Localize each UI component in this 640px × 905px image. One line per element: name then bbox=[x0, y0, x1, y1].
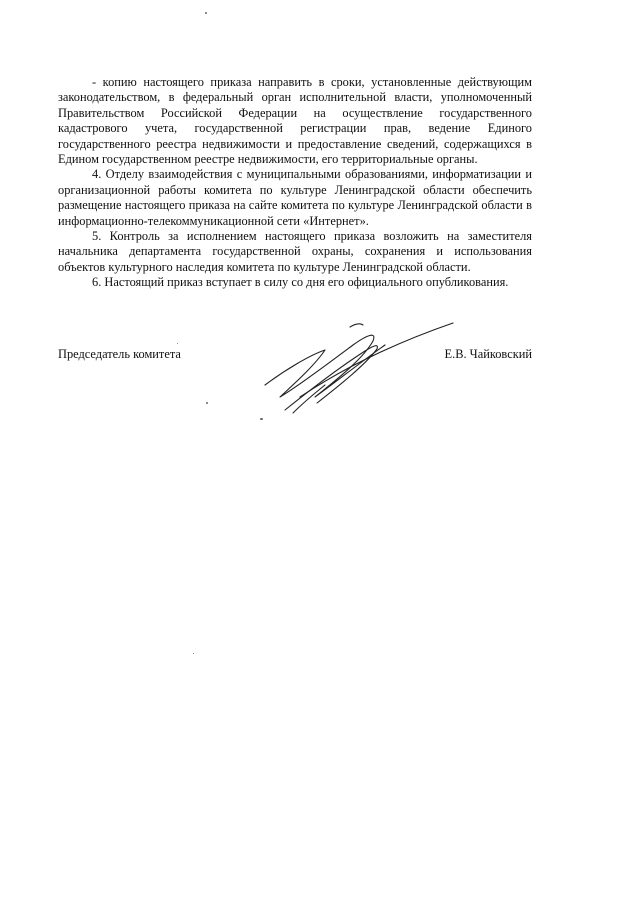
paragraph-send-copy: - копию настоящего приказа направить в сроки, установленные действующим законодательством, в федеральный орган исполнительной власти, уполномоченный Правительством Российской Федерации на осуществление государственного кадастрового учета, государственной регистрации прав, ведение Единого государственного реестра недвижимости и предоставление сведений, содержащихся в Едином государственном реестре недвижимости, его территориальные органы. bbox=[58, 75, 532, 167]
scan-speck bbox=[177, 343, 178, 344]
paragraph-item-4: 4. Отделу взаимодействия с муниципальными образованиями, информатизации и организационной работы комитета по культуре Ленинградской области обеспечить размещение настоящего приказа на сайте комитета по культуре Ленинградской области в информационно-телекоммуникационной сети «Интернет». bbox=[58, 167, 532, 228]
scan-speck bbox=[205, 12, 207, 14]
signer-position: Председатель комитета bbox=[58, 347, 181, 361]
handwritten-signature bbox=[255, 315, 465, 430]
signature-block bbox=[58, 347, 532, 367]
signer-name: Е.В. Чайковский bbox=[444, 347, 532, 361]
document-body bbox=[58, 75, 532, 291]
paragraph-item-6: 6. Настоящий приказ вступает в силу со дня его официального опубликования. bbox=[92, 275, 509, 290]
paragraph-item-5: 5. Контроль за исполнением настоящего приказа возложить на заместителя начальника департамента государственной охраны, сохранения и использования объектов культурного наследия комитета по культуре Ленинградской области. bbox=[58, 229, 532, 274]
scan-speck bbox=[193, 653, 194, 654]
scan-speck bbox=[206, 402, 208, 404]
